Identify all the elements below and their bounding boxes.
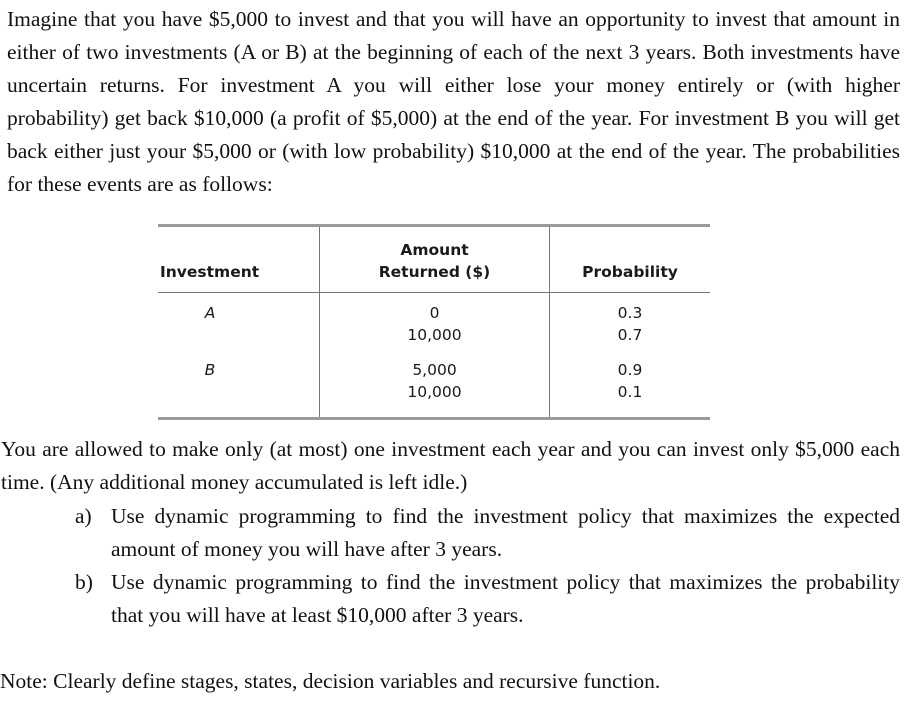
- cell-amount: 10,000: [407, 326, 462, 344]
- cell-investment: A: [204, 304, 216, 322]
- cell-probability: 0.9: [617, 361, 643, 379]
- header-investment: Investment: [160, 263, 260, 281]
- question-item: [75, 500, 900, 566]
- question-label: b): [75, 570, 93, 594]
- table-bottom-rule: [158, 417, 710, 420]
- header-amount-line1: Amount: [400, 241, 469, 259]
- cell-probability: 0.7: [617, 326, 643, 344]
- constraints-paragraph: You are allowed to make only (at most) one investment each year and you can invest only $5,000 each time. (Any additional money accumulated is left idle.): [1, 437, 900, 494]
- question-label: a): [75, 504, 92, 528]
- returns-table: [158, 224, 710, 420]
- header-probability: Probability: [582, 263, 678, 281]
- cell-investment: B: [204, 361, 216, 379]
- table-top-rule: [158, 224, 710, 227]
- intro-paragraph: Imagine that you have $5,000 to invest and that you will have an opportunity to invest that amount in either of two investments (A or B) at the beginning of each of the next 3 years. Both investments have uncertain returns. For investment A you will either lose your money entirely or (with higher probability) get back $10,000 (a profit of $5,000) at the end of the year. For investment B you will get back either just your $5,000 or (with low probability) $10,000 at the end of the year. The probabilities for these events are as follows:: [7, 7, 900, 196]
- table-header-rule: [158, 292, 710, 293]
- cell-probability: 0.1: [617, 383, 643, 401]
- cell-amount: 5,000: [412, 361, 457, 379]
- header-amount-line2: Returned ($): [378, 263, 491, 281]
- note-text: Note: Clearly define stages, states, decision variables and recursive function.: [0, 669, 661, 693]
- question-text: Use dynamic programming to find the investment policy that maximizes the expected amount of money you will have after 3 years.: [111, 504, 900, 561]
- header-amount-returned: [320, 239, 549, 283]
- cell-amount: 0: [429, 304, 440, 322]
- question-item: [75, 566, 900, 632]
- question-list: [75, 500, 900, 632]
- cell-probability: 0.3: [617, 304, 643, 322]
- question-text: Use dynamic programming to find the investment policy that maximizes the probability that you will have at least $10,000 after 3 years.: [111, 570, 900, 627]
- cell-amount: 10,000: [407, 383, 462, 401]
